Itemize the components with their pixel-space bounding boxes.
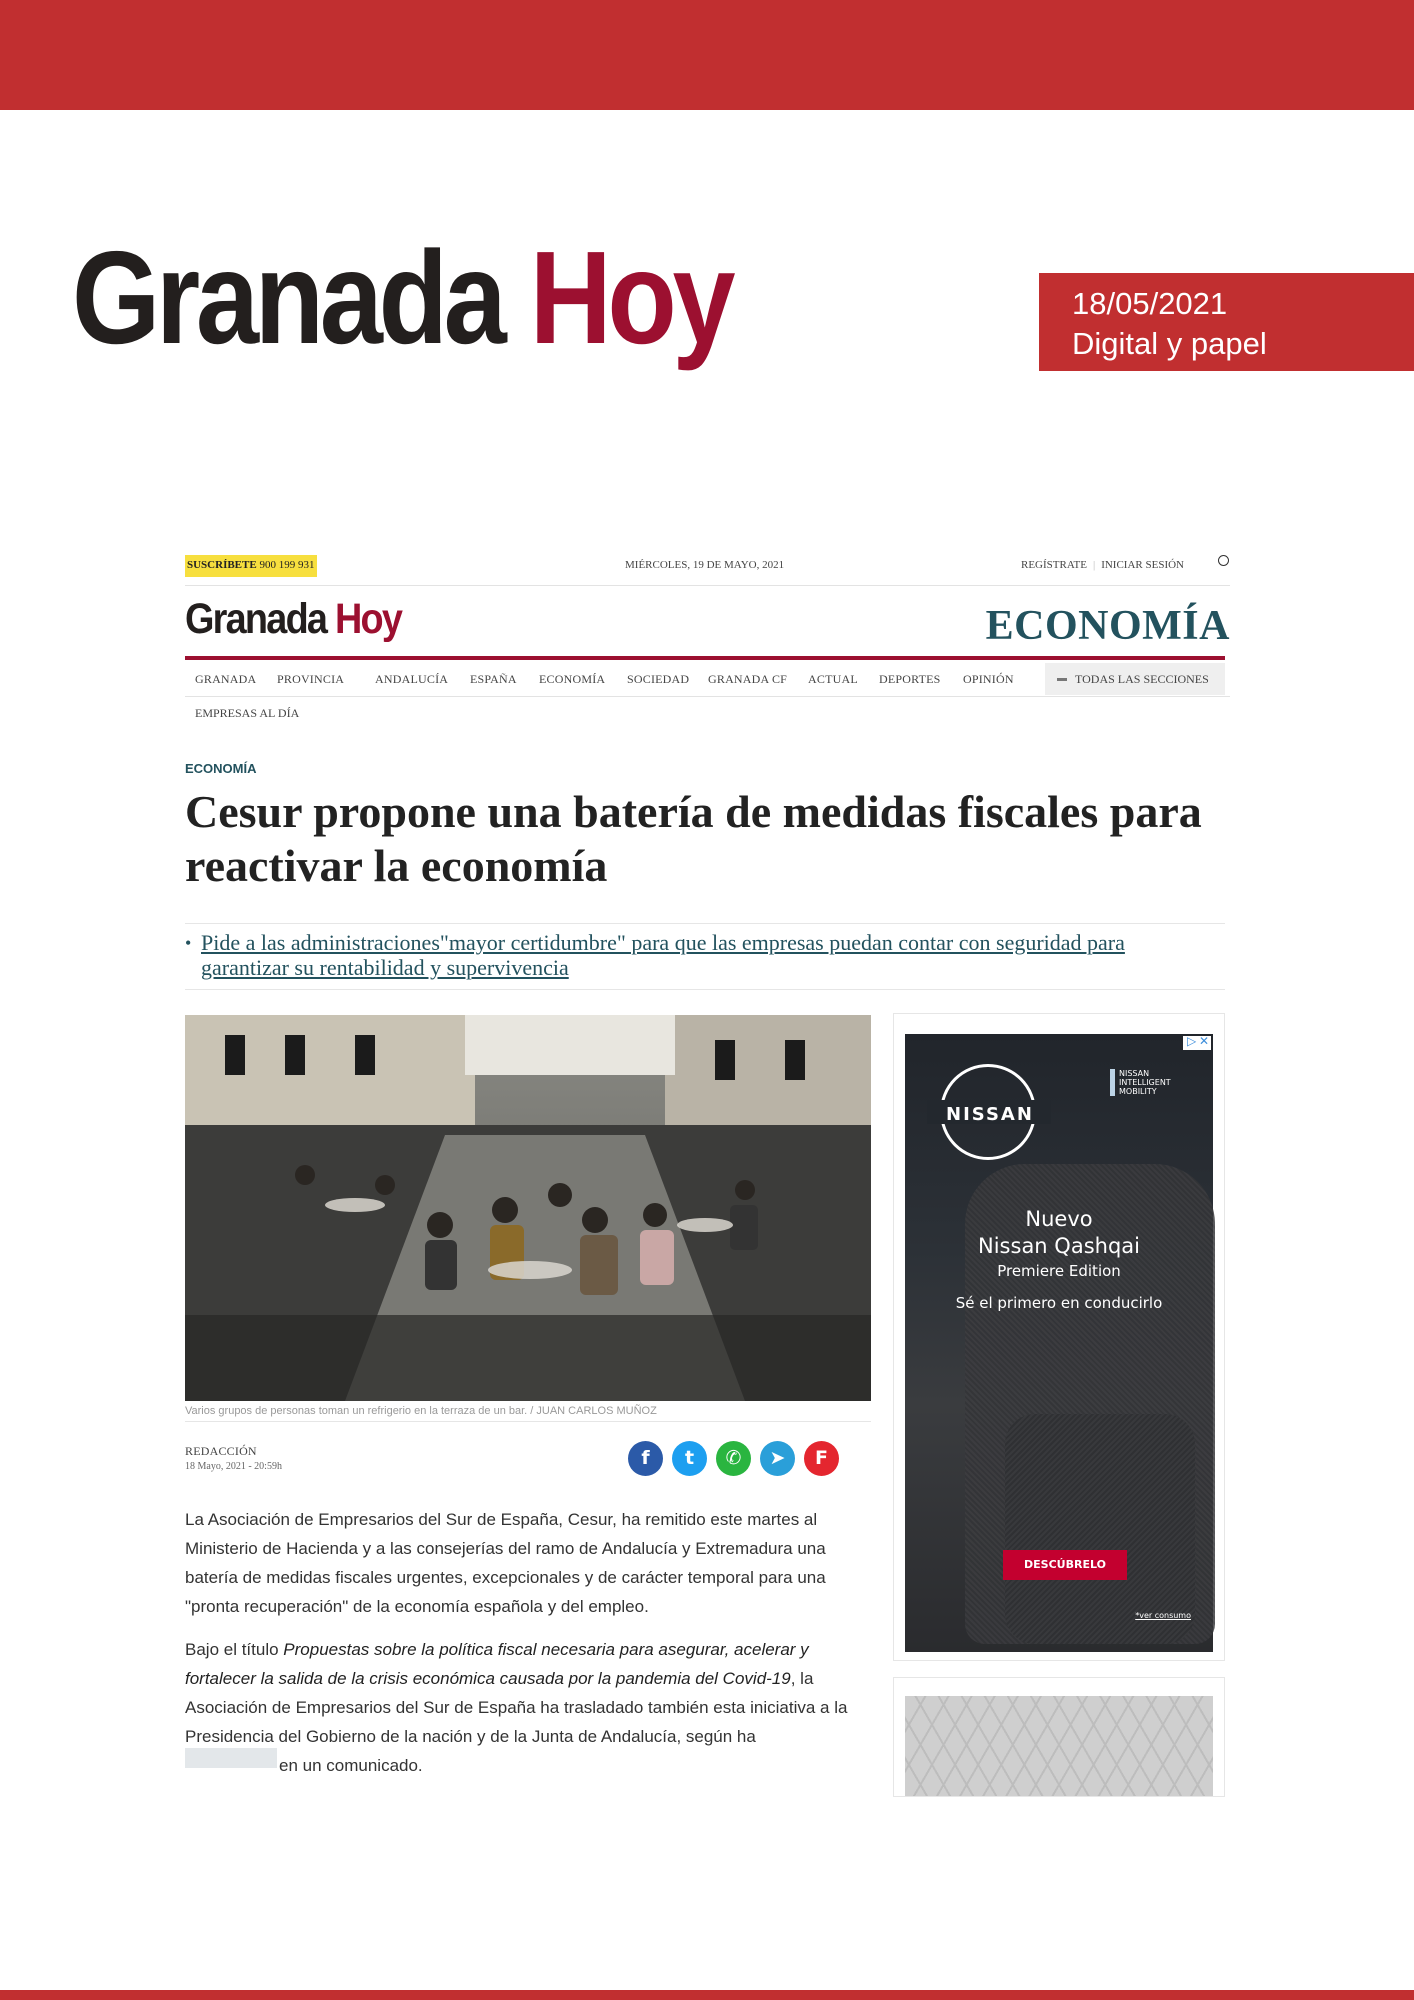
nav-item-economia[interactable]: ECONOMÍA — [539, 672, 606, 686]
published-date: 18 Mayo, 2021 - 20:59h — [185, 1461, 282, 1472]
ad-line-1: Nuevo — [1025, 1207, 1093, 1231]
divider — [185, 585, 1230, 586]
current-date: MIÉRCOLES, 19 DE MAYO, 2021 — [625, 559, 785, 571]
clipping-logo — [72, 224, 732, 371]
ad-badge: NISSAN INTELLIGENT MOBILITY — [1110, 1069, 1188, 1096]
inline-placeholder — [185, 1748, 277, 1768]
ad-headline — [905, 1206, 1213, 1260]
bottom-red-band — [0, 1990, 1414, 2000]
ad-choices-icon[interactable]: ▷ ✕ — [1183, 1036, 1211, 1050]
divider — [185, 1421, 871, 1422]
site-logo-hoy: Hoy — [334, 595, 402, 643]
separator: | — [1092, 559, 1096, 571]
ad-line-4: Sé el primero en conducirlo — [955, 1294, 1163, 1312]
divider — [185, 923, 1225, 924]
ad-consumption-link[interactable]: *ver consumo — [1135, 1611, 1191, 1620]
ad-pattern-image — [905, 1696, 1213, 1796]
nav-item-provincia[interactable]: PROVINCIA — [277, 672, 345, 686]
clipping-logo-granada: Granada — [72, 224, 503, 371]
nav-item-opinion[interactable]: OPINIÓN — [963, 672, 1014, 686]
article-headline: Cesur propone una batería de medidas fiscales para reactivar la economía — [185, 786, 1202, 891]
top-red-band — [0, 0, 1414, 110]
site-logo[interactable] — [185, 595, 401, 644]
article-paragraph: La Asociación de Empresarios del Sur de España, Cesur, ha remitido este martes al Ministerio de Hacienda y a las consejerías del ramo de Andalucía y Extremadura una batería de medidas fiscales urgentes, excepcionales y de carácter temporal para una "pronta recuperación" de la economía española y del empleo. — [185, 1510, 826, 1616]
twitter-icon[interactable]: t — [672, 1441, 707, 1476]
nissan-ad[interactable] — [905, 1034, 1213, 1652]
ad-cta-button[interactable]: DESCÚBRELO — [1003, 1550, 1127, 1580]
article-summary[interactable]: Pide a las administraciones"mayor certidumbre" para que las empresas puedan contar con seguridad para garantizar su rentabilidad y supervivencia — [201, 930, 1125, 980]
clipping-date: 18/05/2021 — [1072, 286, 1228, 321]
paragraph-lead: Bajo el título — [185, 1640, 284, 1659]
clipping-date-box — [1039, 273, 1414, 371]
menu-icon — [1057, 679, 1067, 681]
header-rule — [185, 656, 1225, 660]
subscribe-phone: 900 199 931 — [259, 559, 315, 571]
nav-item-actual[interactable]: ACTUAL — [808, 672, 858, 686]
car-seat-cushion — [1005, 1414, 1195, 1644]
nav-item-andalucia[interactable]: ANDALUCÍA — [375, 672, 449, 686]
register-link[interactable]: REGÍSTRATE — [1020, 559, 1087, 571]
search-icon[interactable] — [1218, 555, 1229, 566]
subscribe-label: SUSCRÍBETE — [187, 559, 257, 571]
clipping-edition: Digital y papel — [1072, 326, 1267, 361]
site-logo-granada: Granada — [185, 595, 327, 643]
all-sections-button[interactable] — [1045, 663, 1225, 695]
report-title: Propuestas sobre la política fiscal necesaria para asegurar, acelerar y fortalecer la salida de la crisis económica causada por la pandemia del Covid-19 — [185, 1640, 809, 1688]
whatsapp-icon[interactable]: ✆ — [716, 1441, 751, 1476]
ad-line-3: Premiere Edition — [997, 1262, 1121, 1280]
author: REDACCIÓN — [185, 1444, 257, 1458]
clipping-logo-hoy: Hoy — [529, 224, 732, 371]
nav-item-granada-cf[interactable]: GRANADA CF — [708, 672, 788, 686]
ad-container — [893, 1013, 1225, 1661]
flipboard-icon[interactable]: F — [804, 1441, 839, 1476]
subscribe-button[interactable] — [185, 555, 317, 577]
account-links — [1021, 559, 1184, 571]
telegram-icon[interactable]: ➤ — [760, 1441, 795, 1476]
nav-item-deportes[interactable]: DEPORTES — [879, 672, 941, 686]
facebook-icon[interactable]: f — [628, 1441, 663, 1476]
photo-caption: Varios grupos de personas toman un refrigerio en la terraza de un bar. / JUAN CARLOS MUÑOZ — [185, 1405, 657, 1417]
paragraph-cut: en un comunicado. — [279, 1756, 423, 1775]
all-sections-label: TODAS LAS SECCIONES — [1075, 672, 1209, 686]
article-kicker[interactable]: ECONOMÍA — [185, 761, 257, 776]
ad-line-2: Nissan Qashqai — [978, 1234, 1140, 1258]
login-link[interactable]: INICIAR SESIÓN — [1101, 559, 1184, 571]
paragraph-rest: , la Asociación de Empresarios del Sur de España ha trasladado también esta iniciativa a la Presidencia del Gobierno de la nación y de la Junta de Andalucía, según ha — [185, 1669, 848, 1746]
divider — [185, 989, 1225, 990]
nav-item-sociedad[interactable]: SOCIEDAD — [627, 672, 690, 686]
section-title: ECONOMÍA — [985, 603, 1230, 649]
nav-item-granada[interactable]: GRANADA — [195, 672, 257, 686]
article-paragraph — [185, 1635, 875, 1780]
article-screenshot — [185, 545, 1230, 1775]
top-bar — [185, 555, 1230, 581]
summary-bullet: • — [185, 933, 192, 953]
nav-item-empresas[interactable]: EMPRESAS AL DÍA — [195, 706, 300, 720]
terrace-photo — [185, 1015, 871, 1401]
divider — [185, 696, 1230, 697]
article-photo[interactable] — [185, 1015, 871, 1401]
ad-container-2 — [893, 1677, 1225, 1797]
nav-item-espana[interactable]: ESPAÑA — [470, 672, 517, 686]
ad-brand: NISSAN — [946, 1104, 1034, 1125]
